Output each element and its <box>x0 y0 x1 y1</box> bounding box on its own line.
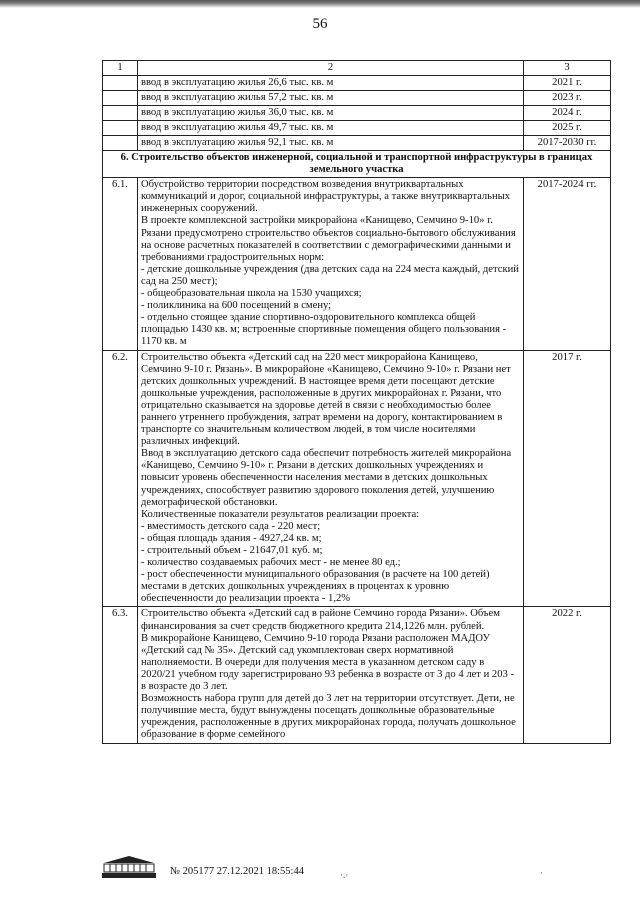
header-col-2: 2 <box>138 61 524 76</box>
item-number: 6.1. <box>103 178 138 350</box>
housing-year: 2025 г. <box>524 121 611 136</box>
housing-year: 2021 г. <box>524 76 611 91</box>
item-number: 6.3. <box>103 607 138 743</box>
housing-text: ввод в эксплуатацию жилья 26,6 тыс. кв. м <box>138 76 524 91</box>
item-year: 2017-2024 гг. <box>524 178 611 350</box>
table-header-row <box>103 61 611 76</box>
table-row <box>103 121 611 136</box>
item-description: Обустройство территории посредством возведения внутриквартальных коммуникаций и дорог, социальной инфраструктуры, а также внутриквартальных инженерных сооружений. В проекте комплексной застройки микрорайона «Канищево, Семчино 9-10» г. Рязани предусмотрено строительство объектов социально-бытового обслуживания на основе расчетных показателей в соответствии с демографическими данными и требованиями градостроительных норм: - детские дошкольные учреждения (два детских сада на 224 места каждый, детский сад на 250 мест); - общеобразовательная школа на 1530 учащихся; - поликлиника на 600 посещений в смену; - отдельно стоящее здание спортивно-оздоровительного комплекса общей площадью 1430 кв. м; встроенные спортивные помещения общего пользования - 1170 кв. м <box>138 178 524 350</box>
housing-text: ввод в эксплуатацию жилья 36,0 тыс. кв. м <box>138 106 524 121</box>
header-col-1: 1 <box>103 61 138 76</box>
page-number: 56 <box>312 16 328 32</box>
scan-mark: · <box>540 868 543 878</box>
item-year: 2017 г. <box>524 350 611 607</box>
table-row <box>103 350 611 607</box>
housing-year: 2024 г. <box>524 106 611 121</box>
registry-stamp-icon <box>100 854 158 880</box>
item-description: Строительство объекта «Детский сад в районе Семчино города Рязани». Объем финансирования за счет средств бюджетного кредита 214,1226 млн. рублей. В микрорайоне Канищево, Семчино 9-10 города Рязани расположен МАДОУ «Детский сад № 35». Детский сад укомплектован сверх нормативной наполняемости. В очереди для получения места в указанном детском саду в 2020/21 учебном году зарегистрировано 93 ребенка в возрасте от 3 до 4 лет и 203 - в возрасте до 3 лет. Возможность набора групп для детей до 3 лет на территории отсутствует. Дети, не получившие места, будут вынуждены посещать дошкольные образовательные учреждения, расположенные в других микрорайонах города, получать дошкольное образование в форме семейного <box>138 607 524 743</box>
section-title: 6. Строительство объектов инженерной, социальной и транспортной инфраструктуры в границах земельного участка <box>103 151 611 178</box>
main-table <box>102 60 611 744</box>
table-row <box>103 76 611 91</box>
item-year: 2022 г. <box>524 607 611 743</box>
item-description: Строительство объекта «Детский сад на 220 мест микрорайона Канищево, Семчино 9-10 г. Рязань». В микрорайоне «Канищево, Семчино 9-10» г. Рязани нет детских дошкольных учреждений. В настоящее время дети посещают детские дошкольные учреждения, расположенные в других микрорайонах г. Рязани, что отрицательно сказывается на здоровье детей в связи с необходимостью более раннего утреннего пробуждения, затрат времени на дорогу, контактированием в транспорте со значительным количеством людей, в том числе носителями различных инфекций. Ввод в эксплуатацию детского сада обеспечит потребность жителей микрорайона «Канищево, Семчино 9-10» г. Рязани в детских дошкольных учреждениях и повысит уровень обеспеченности населения местами в детских дошкольных учреждениях, способствует развитию здорового поколения детей, улучшению демографической обстановки. Количественные показатели результатов реализации проекта: - вместимость детского сада - 220 мест; - общая площадь здания - 4927,24 кв. м; - строительный объем - 21647,01 куб. м; - количество создаваемых рабочих мест - не менее 80 ед.; - рост обеспеченности муниципального образования (в расчете на 100 детей) местами в детских дошкольных учреждениях в процентах к уровню обеспеченности до реализации проекта - 1,2% <box>138 350 524 607</box>
section-row <box>103 151 611 178</box>
document-reference: № 205177 27.12.2021 18:55:44 <box>170 866 304 877</box>
table-row <box>103 136 611 151</box>
housing-year: 2023 г. <box>524 91 611 106</box>
scan-mark: ·.· <box>340 870 349 880</box>
scan-edge <box>0 0 640 8</box>
item-number: 6.2. <box>103 350 138 607</box>
housing-text: ввод в эксплуатацию жилья 49,7 тыс. кв. м <box>138 121 524 136</box>
table-row <box>103 106 611 121</box>
housing-year: 2017-2030 гг. <box>524 136 611 151</box>
housing-text: ввод в эксплуатацию жилья 57,2 тыс. кв. м <box>138 91 524 106</box>
table-row <box>103 91 611 106</box>
table-row <box>103 607 611 743</box>
page-footer <box>100 852 620 882</box>
header-col-3: 3 <box>524 61 611 76</box>
table-row <box>103 178 611 350</box>
housing-text: ввод в эксплуатацию жилья 92,1 тыс. кв. м <box>138 136 524 151</box>
